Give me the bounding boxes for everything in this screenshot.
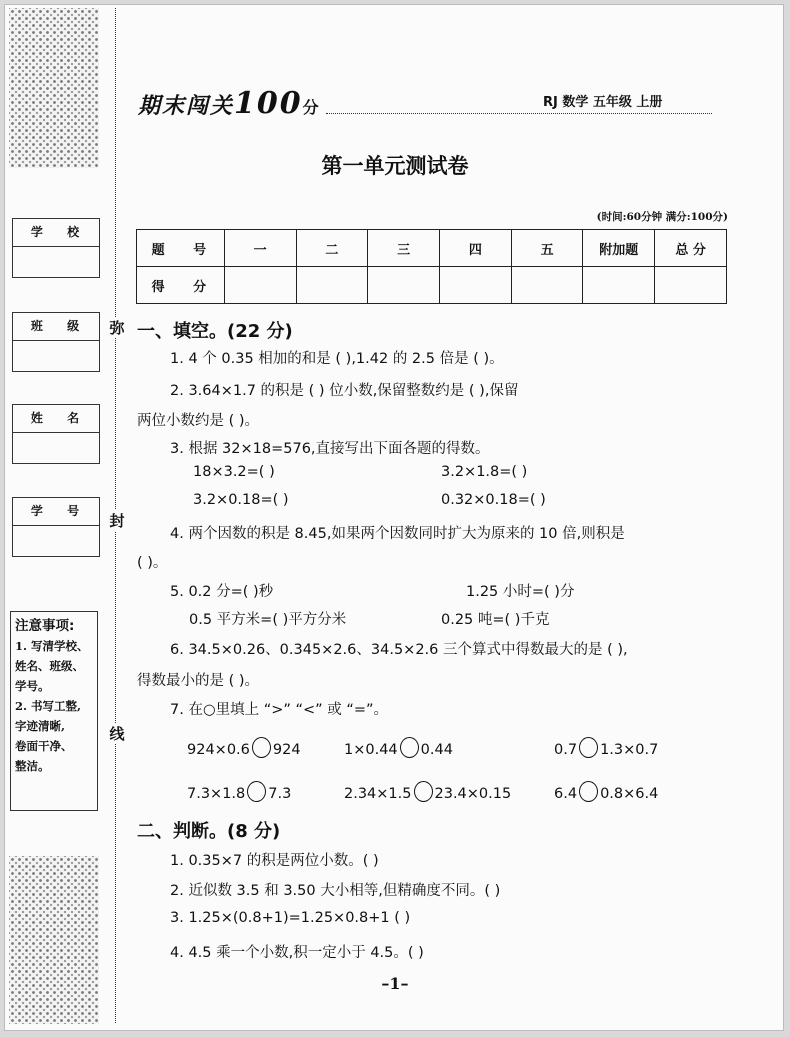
score-header-cell: 四 [439,230,511,267]
decorative-pattern-top [9,8,99,168]
question-1-1: 1. 4 个 0.35 相加的和是 ( ),1.42 的 2.5 倍是 ( )。 [170,351,504,367]
score-cell[interactable] [511,267,583,304]
brand-text: 期末闯关 [138,93,235,119]
score-header-cell: 总 分 [655,230,727,267]
class-field[interactable] [12,312,100,372]
score-cell[interactable] [439,267,511,304]
compare-circle[interactable] [400,737,419,758]
question-1-5-item: 5. 0.2 分=( )秒 [170,584,274,600]
compare-right: 0.8×6.4 [600,786,659,802]
question-1-5-item: 0.25 吨=( )千克 [441,612,550,628]
compare-right: 7.3 [268,786,292,802]
student-id-field[interactable] [12,497,100,557]
question-1-3: 3. 根据 32×18=576,直接写出下面各题的得数。 [170,441,490,457]
header-dotted-rule [326,113,712,114]
compare-circle[interactable] [252,737,271,758]
question-1-3-item: 3.2×1.8=( ) [441,464,528,480]
question-1-7: 7. 在○里填上 “>” “<” 或 “=”。 [170,702,389,718]
question-1-4: 4. 两个因数的积是 8.45,如果两个因数同时扩大为原来的 10 倍,则积是 [170,526,625,542]
student-id-label: 学 号 [13,498,99,526]
page-number: –1– [381,974,409,993]
compare-right: 924 [272,742,301,758]
score-row-label: 得 分 [137,267,225,304]
question-1-6: 6. 34.5×0.26、0.345×2.6、34.5×2.6 三个算式中得数最大的是 ( ), [170,642,628,658]
compare-right: 23.4×0.15 [434,786,512,802]
brand-logo [138,86,321,121]
section1-heading: 一、填空。(22 分) [137,321,293,342]
compare-circle[interactable] [247,781,266,802]
question-1-4-cont: ( )。 [137,555,168,571]
class-label: 班 级 [13,313,99,341]
compare-circle[interactable] [579,737,598,758]
compare-left: 7.3×1.8 [187,786,246,802]
compare-left: 924×0.6 [187,742,250,758]
binding-char-line: 线 [109,725,125,743]
score-header-cell: 三 [368,230,440,267]
compare-left: 1×0.44 [344,742,398,758]
score-table-header-row [137,230,727,267]
compare-left: 0.7 [554,742,578,758]
class-input[interactable] [13,341,99,371]
judge-item: 4. 4.5 乘一个小数,积一定小于 4.5。( ) [170,945,424,961]
question-1-6-cont: 得数最小的是 ( )。 [137,673,260,689]
school-input[interactable] [13,247,99,277]
page-title: 第一单元测试卷 [321,154,469,178]
notice-line: 2. 书写工整, [15,699,82,713]
compare-item [554,781,658,802]
question-1-3-item: 18×3.2=( ) [193,464,275,480]
score-table [136,229,727,304]
score-header-cell: 一 [224,230,296,267]
score-header-cell: 题 号 [137,230,225,267]
question-1-2-cont: 两位小数约是 ( )。 [137,413,260,429]
name-label: 姓 名 [13,405,99,433]
score-header-cell: 五 [511,230,583,267]
compare-left: 6.4 [554,786,578,802]
time-and-score-info: (时间:60分钟 满分:100分) [596,211,728,223]
compare-left: 2.34×1.5 [344,786,412,802]
school-label: 学 校 [13,219,99,247]
binding-char-seal: 弥 [109,319,125,337]
judge-item: 1. 0.35×7 的积是两位小数。( ) [170,853,379,869]
notice-line: 姓名、班级、 [15,659,84,673]
judge-item: 3. 1.25×(0.8+1)=1.25×0.8+1 ( ) [170,910,411,926]
student-id-input[interactable] [13,526,99,556]
compare-circle[interactable] [579,781,598,802]
binding-char-seal: 封 [109,512,125,530]
compare-item [187,737,301,758]
score-header-cell: 二 [296,230,368,267]
notice-line: 字迹清晰, [15,719,66,733]
question-1-3-item: 3.2×0.18=( ) [193,492,289,508]
name-field[interactable] [12,404,100,464]
score-header-cell: 附加题 [583,230,655,267]
compare-item [554,737,658,758]
question-1-5-item: 1.25 小时=( )分 [466,584,575,600]
notice-line: 1. 写清学校、 [15,639,89,653]
compare-item [344,781,511,802]
notice-title: 注意事项: [15,618,75,634]
brand-number: 100 [234,86,303,121]
compare-right: 1.3×0.7 [600,742,659,758]
score-cell[interactable] [224,267,296,304]
compare-right: 0.44 [420,742,453,758]
compare-item [187,781,291,802]
score-cell[interactable] [655,267,727,304]
name-input[interactable] [13,433,99,463]
notice-line: 卷面干净、 [15,739,73,753]
section2-heading: 二、判断。(8 分) [137,821,281,842]
compare-circle[interactable] [414,781,433,802]
question-1-3-item: 0.32×0.18=( ) [441,492,546,508]
score-cell[interactable] [583,267,655,304]
notice-line: 学号。 [15,679,50,693]
judge-item: 2. 近似数 3.5 和 3.50 大小相等,但精确度不同。( ) [170,883,501,899]
series-info: RJ 数学 五年级 上册 [543,95,663,110]
school-field[interactable] [12,218,100,278]
notice-box [10,611,98,811]
compare-item [344,737,453,758]
score-cell[interactable] [296,267,368,304]
notice-line: 整洁。 [15,759,50,773]
score-table-score-row [137,267,727,304]
question-1-5-item: 0.5 平方米=( )平方分米 [189,612,347,628]
decorative-pattern-bottom [9,856,99,1024]
brand-unit: 分 [302,98,321,117]
question-1-2: 2. 3.64×1.7 的积是 ( ) 位小数,保留整数约是 ( ),保留 [170,383,519,399]
score-cell[interactable] [368,267,440,304]
